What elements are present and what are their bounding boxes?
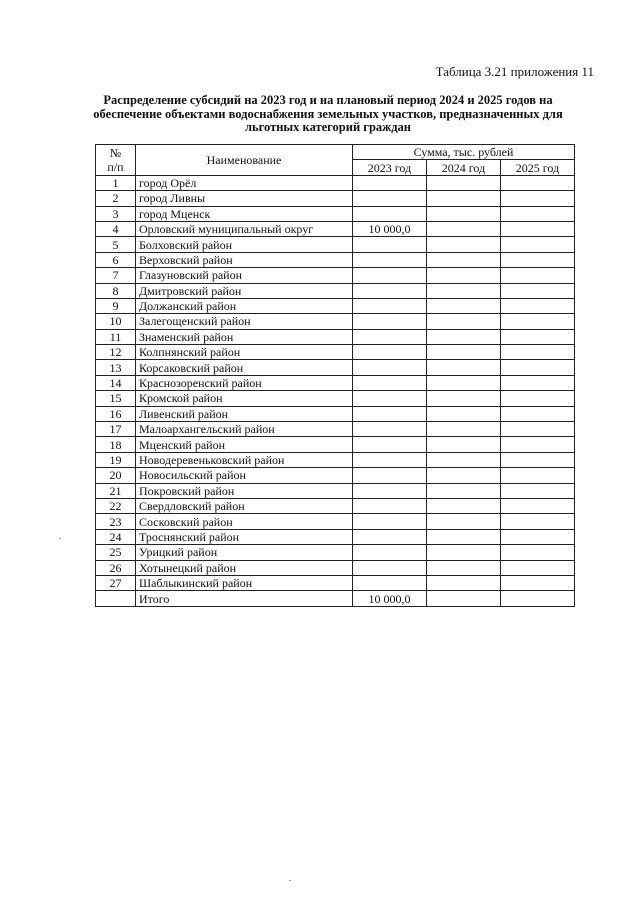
row-value-2024 [427, 575, 501, 590]
row-number: 1 [96, 175, 136, 190]
row-number: 4 [96, 221, 136, 236]
row-value-2024 [427, 422, 501, 437]
row-value-2023 [353, 514, 427, 529]
row-number: 15 [96, 391, 136, 406]
row-value-2024 [427, 298, 501, 313]
row-value-2025 [501, 391, 575, 406]
row-value-2025 [501, 237, 575, 252]
row-name: Ливенский район [136, 406, 353, 421]
row-value-2024 [427, 283, 501, 298]
row-number: 23 [96, 514, 136, 529]
row-value-2025 [501, 529, 575, 544]
header-year-2025: 2025 год [501, 160, 575, 175]
table-row [96, 237, 575, 252]
row-value-2025 [501, 283, 575, 298]
row-name: Залегощенский район [136, 314, 353, 329]
row-value-2025 [501, 437, 575, 452]
table-row [96, 175, 575, 190]
row-value-2025 [501, 560, 575, 575]
row-value-2024 [427, 252, 501, 267]
row-name: Верховский район [136, 252, 353, 267]
row-value-2024 [427, 483, 501, 498]
row-value-2023: 10 000,0 [353, 221, 427, 236]
row-number: 20 [96, 468, 136, 483]
total-label: Итого [136, 591, 353, 606]
document-title [78, 94, 578, 135]
row-value-2024 [427, 314, 501, 329]
row-value-2024 [427, 514, 501, 529]
table-row [96, 283, 575, 298]
row-value-2023 [353, 545, 427, 560]
scan-speck [289, 880, 291, 881]
scan-speck [59, 538, 61, 539]
row-value-2024 [427, 452, 501, 467]
row-number: 10 [96, 314, 136, 329]
row-value-2024 [427, 468, 501, 483]
row-name: город Орёл [136, 175, 353, 190]
row-value-2023 [353, 575, 427, 590]
table-row [96, 221, 575, 236]
row-value-2024 [427, 221, 501, 236]
row-name: Орловский муниципальный округ [136, 221, 353, 236]
row-value-2024 [427, 175, 501, 190]
row-name: Болховский район [136, 237, 353, 252]
row-value-2024 [427, 545, 501, 560]
row-name: Краснозоренский район [136, 375, 353, 390]
row-value-2023 [353, 422, 427, 437]
row-value-2023 [353, 206, 427, 221]
total-row [96, 591, 575, 606]
row-number: 6 [96, 252, 136, 267]
row-name: Глазуновский район [136, 268, 353, 283]
header-sum: Сумма, тыс. рублей [353, 145, 575, 160]
table-row [96, 529, 575, 544]
row-value-2025 [501, 375, 575, 390]
row-value-2024 [427, 529, 501, 544]
row-name: Новосильский район [136, 468, 353, 483]
header-number [96, 145, 136, 176]
table-row [96, 252, 575, 267]
row-number: 17 [96, 422, 136, 437]
table-row [96, 483, 575, 498]
row-value-2023 [353, 298, 427, 313]
row-name: Знаменский район [136, 329, 353, 344]
header-name: Наименование [136, 145, 353, 176]
row-name: Сосковский район [136, 514, 353, 529]
subsidy-table [95, 144, 575, 607]
row-value-2023 [353, 283, 427, 298]
table-row [96, 514, 575, 529]
header-year-2023: 2023 год [353, 160, 427, 175]
row-value-2023 [353, 252, 427, 267]
table-row [96, 575, 575, 590]
row-value-2023 [353, 360, 427, 375]
row-value-2023 [353, 191, 427, 206]
row-number: 12 [96, 345, 136, 360]
table-row [96, 329, 575, 344]
row-value-2025 [501, 575, 575, 590]
row-name: Малоархангельский район [136, 422, 353, 437]
row-name: Покровский район [136, 483, 353, 498]
table-row [96, 437, 575, 452]
table-row [96, 422, 575, 437]
row-value-2023 [353, 329, 427, 344]
row-name: Новодеревеньковский район [136, 452, 353, 467]
row-value-2024 [427, 360, 501, 375]
total-value-2023: 10 000,0 [353, 591, 427, 606]
row-value-2025 [501, 175, 575, 190]
header-number-abbr: п/п [107, 159, 124, 174]
row-value-2024 [427, 191, 501, 206]
row-value-2025 [501, 360, 575, 375]
row-value-2025 [501, 452, 575, 467]
row-value-2023 [353, 498, 427, 513]
row-value-2023 [353, 468, 427, 483]
row-value-2024 [427, 375, 501, 390]
table-row [96, 375, 575, 390]
table-row [96, 191, 575, 206]
row-value-2025 [501, 329, 575, 344]
row-value-2023 [353, 237, 427, 252]
row-value-2025 [501, 498, 575, 513]
table-row [96, 560, 575, 575]
row-number: 11 [96, 329, 136, 344]
row-number: 26 [96, 560, 136, 575]
row-name: Корсаковский район [136, 360, 353, 375]
row-value-2024 [427, 345, 501, 360]
title-line-1: Распределение субсидий на 2023 год и на плановый период 2024 и 2025 годов на [103, 93, 553, 107]
row-value-2024 [427, 560, 501, 575]
row-name: Хотынецкий район [136, 560, 353, 575]
row-value-2024 [427, 498, 501, 513]
total-value-2025 [501, 591, 575, 606]
table-row [96, 498, 575, 513]
row-name: город Ливны [136, 191, 353, 206]
row-number: 2 [96, 191, 136, 206]
total-number [96, 591, 136, 606]
row-value-2025 [501, 206, 575, 221]
row-name: Шаблыкинский район [136, 575, 353, 590]
row-value-2025 [501, 468, 575, 483]
row-name: город Мценск [136, 206, 353, 221]
table-row [96, 406, 575, 421]
row-value-2024 [427, 406, 501, 421]
row-value-2024 [427, 329, 501, 344]
row-value-2024 [427, 268, 501, 283]
row-value-2024 [427, 437, 501, 452]
row-value-2025 [501, 483, 575, 498]
table-row [96, 345, 575, 360]
table-annex-label: Таблица 3.21 приложения 11 [435, 64, 594, 79]
row-number: 22 [96, 498, 136, 513]
row-number: 19 [96, 452, 136, 467]
table-row [96, 545, 575, 560]
row-value-2024 [427, 206, 501, 221]
table-row [96, 314, 575, 329]
row-value-2025 [501, 191, 575, 206]
table-row [96, 391, 575, 406]
table-row [96, 360, 575, 375]
table-row [96, 206, 575, 221]
row-name: Троснянский район [136, 529, 353, 544]
row-value-2025 [501, 252, 575, 267]
table-row [96, 452, 575, 467]
header-year-2024: 2024 год [427, 160, 501, 175]
row-number: 7 [96, 268, 136, 283]
row-number: 18 [96, 437, 136, 452]
row-name: Свердловский район [136, 498, 353, 513]
table-row [96, 268, 575, 283]
row-value-2024 [427, 237, 501, 252]
row-number: 21 [96, 483, 136, 498]
row-value-2023 [353, 529, 427, 544]
row-value-2023 [353, 406, 427, 421]
row-number: 27 [96, 575, 136, 590]
total-value-2024 [427, 591, 501, 606]
row-value-2023 [353, 345, 427, 360]
row-number: 13 [96, 360, 136, 375]
table-row [96, 468, 575, 483]
row-value-2023 [353, 314, 427, 329]
row-value-2025 [501, 345, 575, 360]
title-line-2: обеспечение объектами водоснабжения земельных участков, предназначенных для [93, 106, 563, 121]
row-value-2025 [501, 268, 575, 283]
row-name: Кромской район [136, 391, 353, 406]
row-value-2023 [353, 391, 427, 406]
row-number: 16 [96, 406, 136, 421]
row-value-2023 [353, 560, 427, 575]
row-number: 8 [96, 283, 136, 298]
header-number-sign: № [109, 145, 122, 160]
row-value-2025 [501, 545, 575, 560]
row-value-2025 [501, 298, 575, 313]
row-number: 5 [96, 237, 136, 252]
row-value-2023 [353, 268, 427, 283]
row-name: Дмитровский район [136, 283, 353, 298]
row-value-2023 [353, 483, 427, 498]
row-value-2023 [353, 175, 427, 190]
row-value-2025 [501, 221, 575, 236]
row-name: Урицкий район [136, 545, 353, 560]
row-value-2025 [501, 514, 575, 529]
row-value-2023 [353, 452, 427, 467]
row-value-2023 [353, 437, 427, 452]
row-number: 14 [96, 375, 136, 390]
row-number: 25 [96, 545, 136, 560]
table-row [96, 298, 575, 313]
row-name: Колпнянский район [136, 345, 353, 360]
row-name: Мценский район [136, 437, 353, 452]
title-line-3: льготных категорий граждан [245, 120, 411, 134]
row-value-2025 [501, 422, 575, 437]
row-number: 9 [96, 298, 136, 313]
row-number: 24 [96, 529, 136, 544]
row-value-2025 [501, 314, 575, 329]
table-header [96, 145, 575, 176]
row-value-2024 [427, 391, 501, 406]
row-value-2023 [353, 375, 427, 390]
row-number: 3 [96, 206, 136, 221]
table-body [96, 175, 575, 606]
row-name: Должанский район [136, 298, 353, 313]
row-value-2025 [501, 406, 575, 421]
